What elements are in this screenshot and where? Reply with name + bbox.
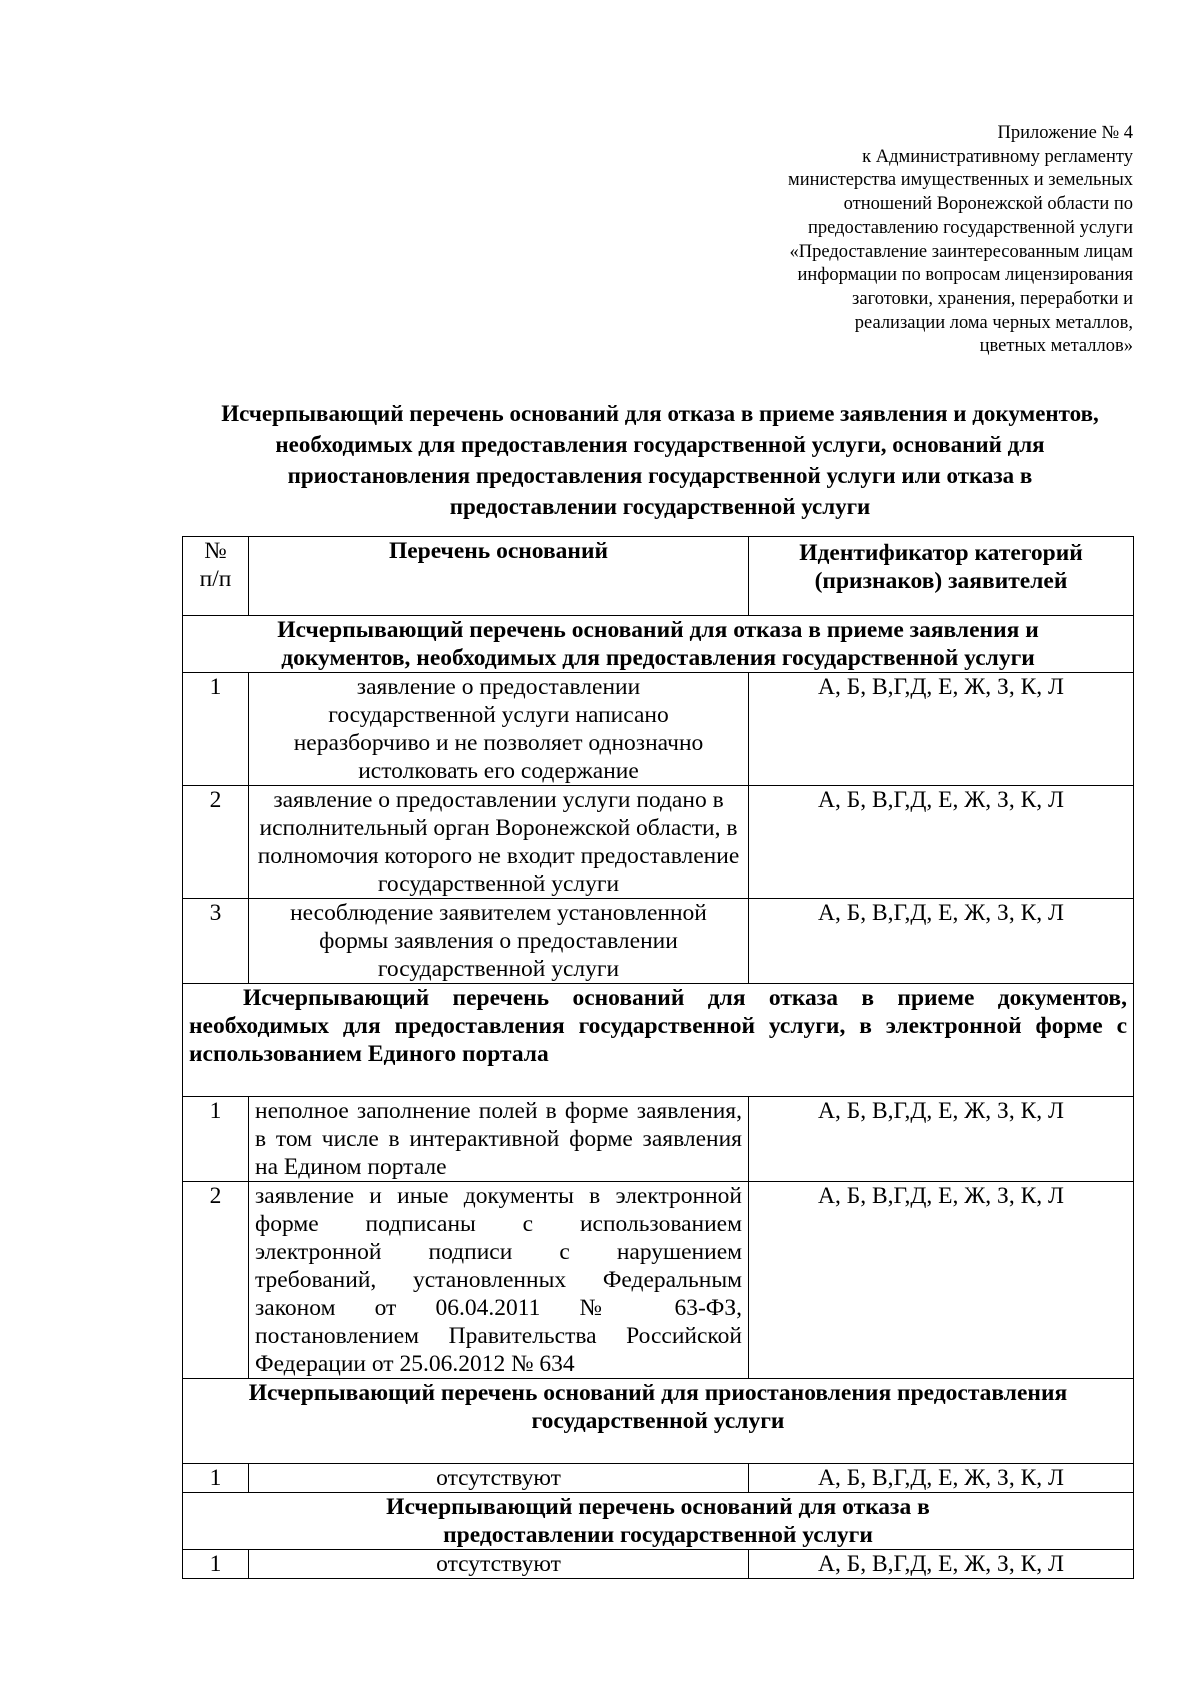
row-reason: неполное заполнение полей в форме заявления, в том числе в интерактивной форме заявления на Едином портале	[249, 1097, 749, 1182]
appendix-line: Приложение № 4	[997, 123, 1133, 143]
document-title	[180, 398, 1140, 522]
row-applicant-ids: А, Б, В,Г,Д, Е, Ж, З, К, Л	[749, 673, 1134, 786]
appendix-line: предоставлению государственной услуги	[807, 217, 1133, 238]
table-row	[183, 1097, 1134, 1182]
section-row	[183, 616, 1134, 673]
title-line: Исчерпывающий перечень оснований для отказа в приеме заявления и документов,	[221, 401, 1099, 426]
table-row	[183, 786, 1134, 899]
row-number: 2	[183, 786, 249, 899]
appendix-line: к Административному регламенту	[862, 146, 1133, 167]
header-number: № п/п	[183, 537, 249, 616]
table-row	[183, 899, 1134, 984]
row-reason: заявление о предоставлении услуги подано в исполнительный орган Воронежской области, в полномочия которого не входит предоставление государственной услуги	[249, 786, 749, 899]
appendix-line: «Предоставление заинтересованным лицам	[789, 241, 1133, 262]
appendix-line: заготовки, хранения, переработки и	[852, 288, 1133, 309]
header-applicant-ids: Идентификатор категорий (признаков) заявителей	[749, 537, 1134, 616]
row-number: 1	[183, 1550, 249, 1579]
title-line: приостановления предоставления государственной услуги или отказа в	[287, 463, 1033, 488]
grounds-table	[182, 536, 1134, 1579]
title-line: предоставлении государственной услуги	[449, 494, 871, 519]
row-number: 1	[183, 673, 249, 786]
table-row	[183, 1182, 1134, 1379]
row-reason: отсутствуют	[249, 1550, 749, 1579]
table-row	[183, 1464, 1134, 1493]
row-number: 3	[183, 899, 249, 984]
appendix-line: министерства имущественных и земельных	[787, 170, 1133, 191]
section-title: Исчерпывающий перечень оснований для отказа в приеме документов, необходимых для предоставления государственной услуги, в электронной форме с использованием Единого портала	[183, 984, 1134, 1097]
appendix-note	[680, 122, 1133, 359]
row-applicant-ids: А, Б, В,Г,Д, Е, Ж, З, К, Л	[749, 1464, 1134, 1493]
section-title: Исчерпывающий перечень оснований для отказа в предоставлении государственной услуги	[183, 1493, 1134, 1550]
row-applicant-ids: А, Б, В,Г,Д, Е, Ж, З, К, Л	[749, 1097, 1134, 1182]
appendix-line: информации по вопросам лицензирования	[797, 265, 1133, 286]
section-row	[183, 1379, 1134, 1464]
header-reasons: Перечень оснований	[249, 537, 749, 616]
row-applicant-ids: А, Б, В,Г,Д, Е, Ж, З, К, Л	[749, 786, 1134, 899]
row-reason: отсутствуют	[249, 1464, 749, 1493]
section-title: Исчерпывающий перечень оснований для приостановления предоставления государственной услуги	[183, 1379, 1134, 1464]
table-row	[183, 673, 1134, 786]
appendix-line: реализации лома черных металлов,	[854, 312, 1133, 333]
section-row	[183, 1493, 1134, 1550]
title-line: необходимых для предоставления государственной услуги, оснований для	[275, 432, 1045, 457]
row-reason: несоблюдение заявителем установленной формы заявления о предоставлении государственной услуги	[249, 899, 749, 984]
row-applicant-ids: А, Б, В,Г,Д, Е, Ж, З, К, Л	[749, 1182, 1134, 1379]
row-number: 1	[183, 1464, 249, 1493]
section-title: Исчерпывающий перечень оснований для отказа в приеме заявления и документов, необходимых для предоставления государственной услуги	[183, 616, 1134, 673]
row-reason: заявление и иные документы в электронной форме подписаны с использованием электронной подписи с нарушением требований, установленных Федеральным законом от 06.04.2011 № 63-ФЗ, постановлением Правительства Российской Федерации от 25.06.2012 № 634	[249, 1182, 749, 1379]
row-reason: заявление о предоставлении государственной услуги написано неразборчиво и не позволяет однозначно истолковать его содержание	[249, 673, 749, 786]
table-header-row	[183, 537, 1134, 616]
row-applicant-ids: А, Б, В,Г,Д, Е, Ж, З, К, Л	[749, 899, 1134, 984]
section-row	[183, 984, 1134, 1097]
appendix-line: отношений Воронежской области по	[843, 194, 1133, 215]
row-applicant-ids: А, Б, В,Г,Д, Е, Ж, З, К, Л	[749, 1550, 1134, 1579]
row-number: 2	[183, 1182, 249, 1379]
appendix-line: цветных металлов»	[979, 336, 1133, 357]
row-number: 1	[183, 1097, 249, 1182]
table-row	[183, 1550, 1134, 1579]
